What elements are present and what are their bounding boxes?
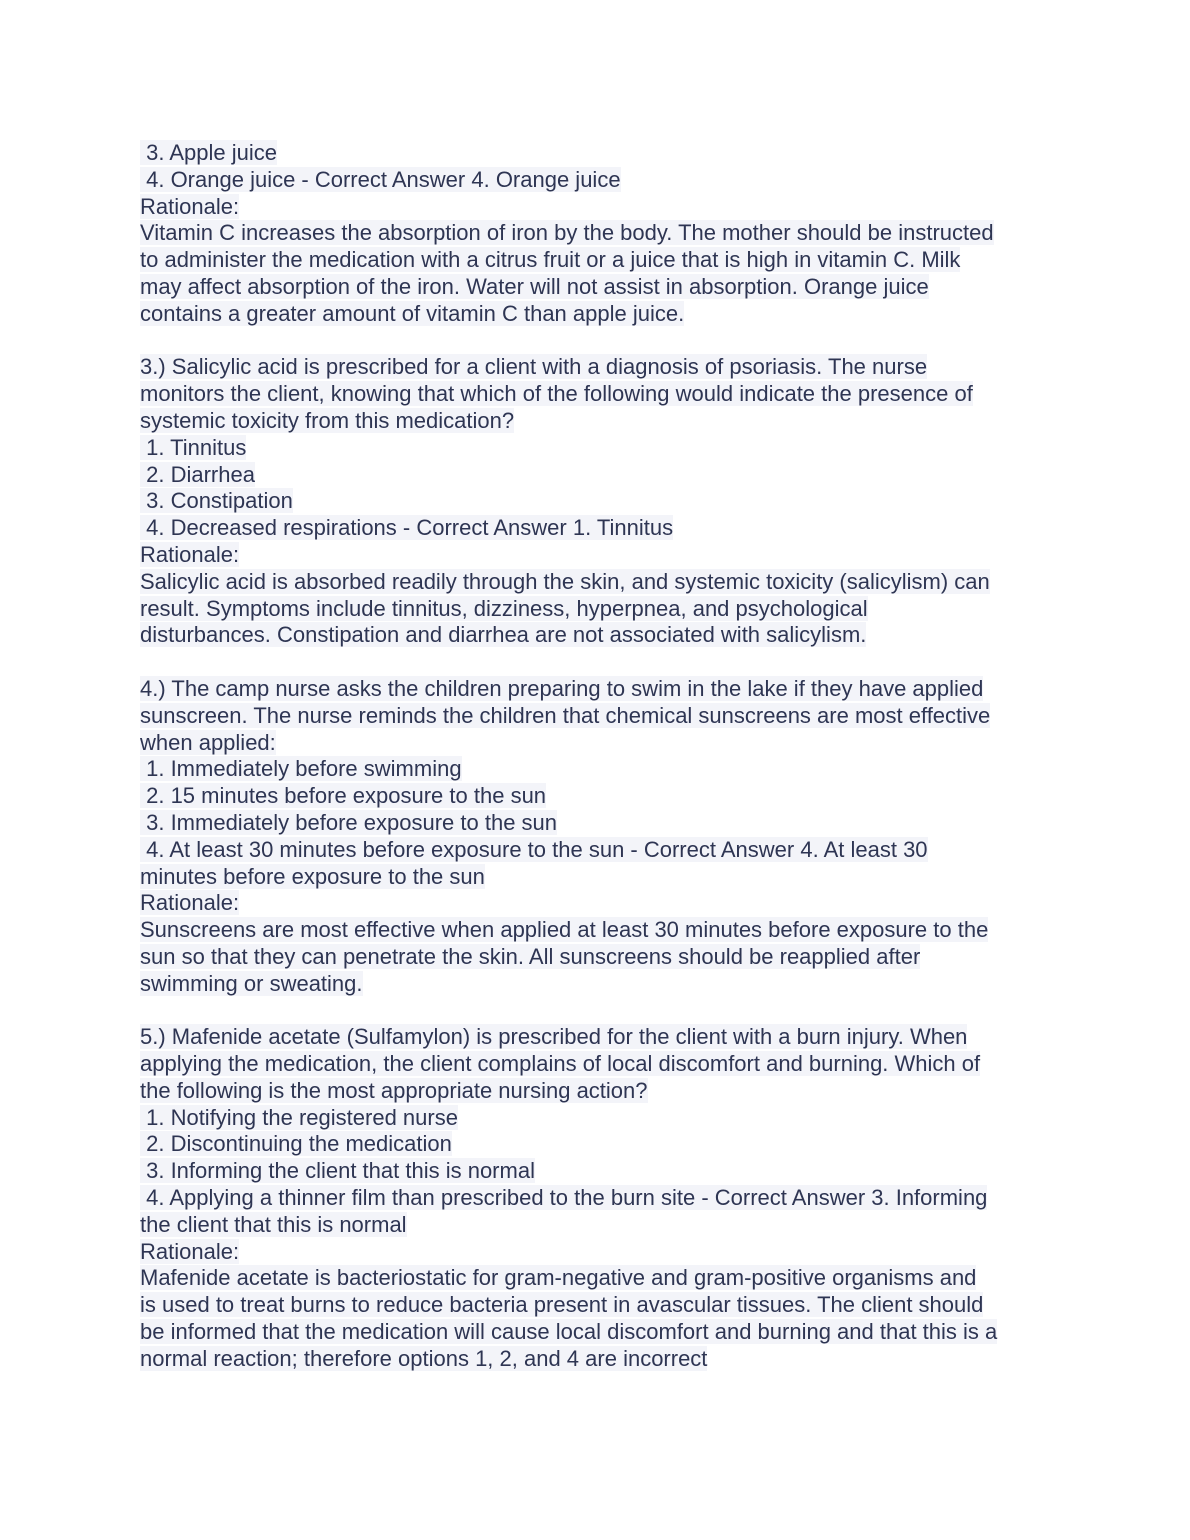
rationale-label: Rationale:: [140, 541, 240, 567]
answer-option-correct: 4. Decreased respirations - Correct Answer 1. Tinnitus: [140, 515, 674, 541]
question-5: [140, 1024, 1055, 1372]
rationale-text: be informed that the medication will cause local discomfort and burning and that this is a: [140, 1319, 998, 1345]
answer-option: 3. Informing the client that this is normal: [140, 1158, 535, 1184]
paragraph-gap: [140, 328, 1055, 355]
question-text: the following is the most appropriate nursing action?: [140, 1077, 648, 1103]
rationale-text: normal reaction; therefore options 1, 2, and 4 are incorrect: [140, 1345, 708, 1371]
answer-option: 2. Diarrhea: [140, 461, 255, 487]
question-text: systemic toxicity from this medication?: [140, 407, 515, 433]
question-text: applying the medication, the client complains of local discomfort and burning. Which of: [140, 1051, 981, 1077]
answer-option: 2. Discontinuing the medication: [140, 1131, 452, 1157]
rationale-text: result. Symptoms include tinnitus, dizziness, hyperpnea, and psychological: [140, 595, 868, 621]
question-text: monitors the client, knowing that which of the following would indicate the presence of: [140, 381, 973, 407]
document-page: [140, 140, 1055, 1373]
rationale-text: to administer the medication with a citrus fruit or a juice that is high in vitamin C. Milk: [140, 247, 961, 273]
rationale-label: Rationale:: [140, 193, 240, 219]
question-text: sunscreen. The nurse reminds the children that chemical sunscreens are most effective: [140, 702, 991, 728]
paragraph-gap: [140, 998, 1055, 1025]
answer-option: 1. Immediately before swimming: [140, 756, 462, 782]
rationale-text: Mafenide acetate is bacteriostatic for gram-negative and gram-positive organisms and: [140, 1265, 977, 1291]
rationale-text: may affect absorption of the iron. Water will not assist in absorption. Orange juice: [140, 273, 929, 299]
answer-option: 1. Notifying the registered nurse: [140, 1104, 458, 1130]
question-text: 3.) Salicylic acid is prescribed for a client with a diagnosis of psoriasis. The nurse: [140, 354, 928, 380]
answer-option-correct: the client that this is normal: [140, 1211, 407, 1237]
rationale-text: Vitamin C increases the absorption of iron by the body. The mother should be instructed: [140, 220, 994, 246]
question-text: 4.) The camp nurse asks the children preparing to swim in the lake if they have applied: [140, 675, 984, 701]
answer-option: 3. Immediately before exposure to the sun: [140, 809, 558, 835]
rationale-text: is used to treat burns to reduce bacteria present in avascular tissues. The client should: [140, 1292, 984, 1318]
question-2-continuation: [140, 140, 1055, 328]
rationale-text: contains a greater amount of vitamin C than apple juice.: [140, 300, 685, 326]
rationale-label: Rationale:: [140, 1238, 240, 1264]
answer-option-correct: 4. Applying a thinner film than prescribed to the burn site - Correct Answer 3. Informing: [140, 1185, 988, 1211]
rationale-text: sun so that they can penetrate the skin. All sunscreens should be reapplied after: [140, 943, 921, 969]
answer-option: 2. 15 minutes before exposure to the sun: [140, 783, 547, 809]
rationale-text: disturbances. Constipation and diarrhea are not associated with salicylism.: [140, 622, 867, 648]
rationale-text: Sunscreens are most effective when applied at least 30 minutes before exposure to the: [140, 917, 989, 943]
question-3: [140, 354, 1055, 649]
question-4: [140, 676, 1055, 998]
answer-option-correct: 4. Orange juice - Correct Answer 4. Orange juice: [140, 166, 621, 192]
rationale-label: Rationale:: [140, 890, 240, 916]
question-text: 5.) Mafenide acetate (Sulfamylon) is prescribed for the client with a burn injury. When: [140, 1024, 968, 1050]
rationale-text: swimming or sweating.: [140, 970, 363, 996]
paragraph-gap: [140, 649, 1055, 676]
answer-option-correct: minutes before exposure to the sun: [140, 863, 485, 889]
answer-option: 3. Apple juice: [140, 140, 277, 165]
answer-option-correct: 4. At least 30 minutes before exposure to the sun - Correct Answer 4. At least 30: [140, 836, 928, 862]
question-text: when applied:: [140, 729, 276, 755]
answer-option: 1. Tinnitus: [140, 434, 247, 460]
rationale-text: Salicylic acid is absorbed readily through the skin, and systemic toxicity (salicylism) can: [140, 568, 990, 594]
answer-option: 3. Constipation: [140, 488, 293, 514]
